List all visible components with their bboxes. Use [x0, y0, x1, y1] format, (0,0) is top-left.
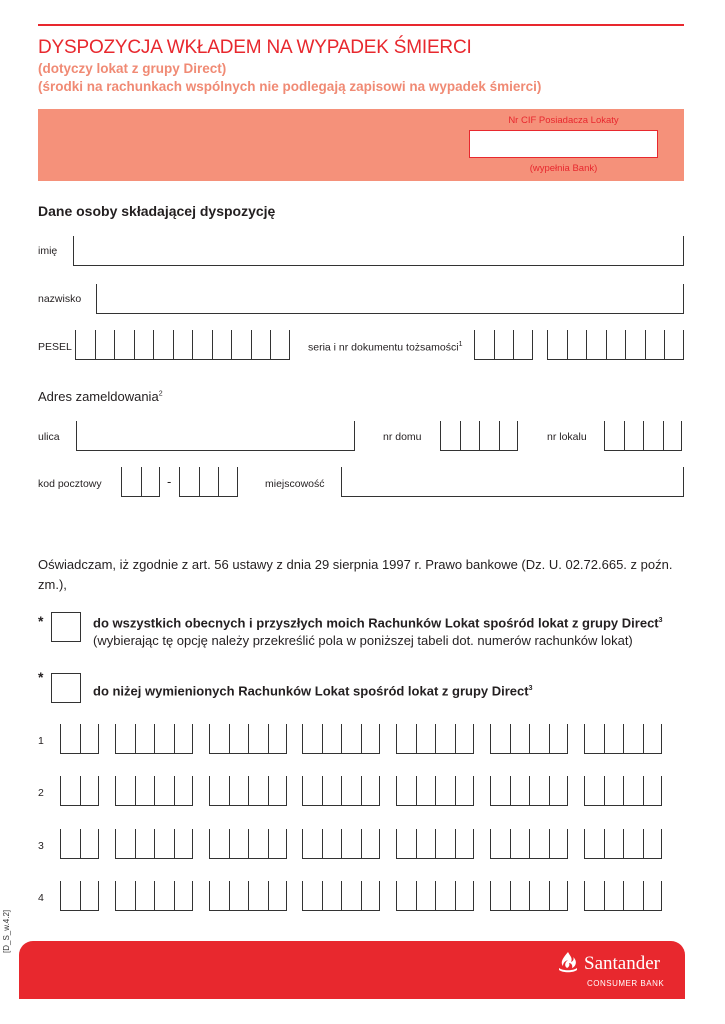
account-number-digit[interactable] — [584, 881, 604, 911]
top-divider — [38, 24, 684, 26]
address-heading-text: Adres zameldowania — [38, 389, 159, 404]
option-all-accounts-label: do wszystkich obecnych i przyszłych moich Rachunków Lokat spośród lokat z grupy Direct — [93, 615, 659, 631]
account-number-digit[interactable] — [229, 881, 249, 911]
cif-label: Nr CIF Posiadacza Lokaty — [508, 115, 619, 126]
account-number-group[interactable] — [302, 881, 380, 911]
account-number-digit[interactable] — [60, 724, 80, 754]
account-number-digit[interactable] — [455, 881, 475, 911]
account-number-digit[interactable] — [135, 881, 155, 911]
id-number-digit[interactable] — [586, 330, 606, 360]
account-number-group[interactable] — [396, 724, 474, 754]
account-number-group[interactable] — [490, 829, 568, 859]
account-number-digit[interactable] — [229, 724, 249, 754]
account-number-digit[interactable] — [341, 829, 361, 859]
pesel-digit[interactable] — [270, 330, 290, 360]
option-listed-accounts-marker: * — [38, 669, 44, 685]
account-number-group[interactable] — [302, 724, 380, 754]
footnote-ref: 3 — [658, 617, 663, 624]
last-name-label: nazwisko — [38, 293, 82, 305]
account-number-digit[interactable] — [416, 829, 436, 859]
flat-number-field[interactable] — [604, 421, 682, 451]
postcode-digit[interactable] — [218, 467, 238, 497]
form-subtitle-joint-accounts: (środki na rachunkach wspólnych nie podlegają zapisowi na wypadek śmierci) — [38, 79, 542, 94]
street-field[interactable] — [76, 421, 355, 451]
account-number-digit[interactable] — [361, 881, 381, 911]
account-number-digit[interactable] — [529, 829, 549, 859]
account-number-digit[interactable] — [209, 829, 229, 859]
footnote-ref: 1 — [458, 341, 463, 348]
account-number-digit[interactable] — [584, 829, 604, 859]
account-number-digit[interactable] — [455, 829, 475, 859]
account-number-digit[interactable] — [549, 829, 569, 859]
id-series-char[interactable] — [494, 330, 514, 360]
postcode-digit[interactable] — [199, 467, 219, 497]
account-number-digit[interactable] — [135, 776, 155, 806]
account-number-digit[interactable] — [416, 724, 436, 754]
option-listed-accounts-text — [93, 679, 532, 701]
account-row-number: 1 — [38, 735, 44, 747]
account-number-digit[interactable] — [268, 724, 288, 754]
account-number-digit[interactable] — [643, 724, 663, 754]
account-number-group[interactable] — [584, 829, 662, 859]
account-number-group[interactable] — [584, 776, 662, 806]
account-number-digit[interactable] — [396, 881, 416, 911]
account-number-digit[interactable] — [529, 724, 549, 754]
postcode-digit[interactable] — [141, 467, 161, 497]
account-number-group[interactable] — [584, 724, 662, 754]
option-all-accounts-text — [93, 611, 663, 633]
street-label: ulica — [38, 431, 60, 443]
id-series-char[interactable] — [513, 330, 533, 360]
account-number-digit[interactable] — [80, 881, 100, 911]
account-number-digit[interactable] — [643, 881, 663, 911]
account-number-group[interactable] — [115, 881, 193, 911]
account-number-digit[interactable] — [529, 776, 549, 806]
id-number-digit[interactable] — [567, 330, 587, 360]
pesel-digit[interactable] — [192, 330, 212, 360]
pesel-field[interactable] — [75, 330, 290, 360]
house-number-char[interactable] — [479, 421, 499, 451]
account-number-digit[interactable] — [416, 776, 436, 806]
account-number-digit[interactable] — [510, 724, 530, 754]
account-number-digit[interactable] — [604, 829, 624, 859]
account-number-digit[interactable] — [60, 829, 80, 859]
brand-logo-text: Santander — [584, 953, 660, 974]
account-number-digit[interactable] — [490, 776, 510, 806]
account-number-digit[interactable] — [490, 881, 510, 911]
cif-note: (wypełnia Bank) — [529, 163, 598, 174]
account-number-group[interactable] — [209, 829, 287, 859]
account-number-digit[interactable] — [604, 776, 624, 806]
id-document-label — [308, 341, 462, 354]
flat-number-char[interactable] — [663, 421, 683, 451]
account-number-group[interactable] — [490, 724, 568, 754]
account-number-digit[interactable] — [549, 776, 569, 806]
account-number-digit[interactable] — [396, 829, 416, 859]
account-number-group[interactable] — [60, 829, 99, 859]
account-number-group[interactable] — [302, 829, 380, 859]
account-number-digit[interactable] — [341, 881, 361, 911]
account-number-digit[interactable] — [60, 776, 80, 806]
pesel-digit[interactable] — [95, 330, 115, 360]
account-number-digit[interactable] — [248, 724, 268, 754]
account-number-digit[interactable] — [135, 829, 155, 859]
account-number-digit[interactable] — [248, 829, 268, 859]
account-number-group[interactable] — [302, 776, 380, 806]
account-number-digit[interactable] — [174, 776, 194, 806]
postcode-dash: - — [167, 474, 172, 489]
account-number-group[interactable] — [115, 724, 193, 754]
account-number-digit[interactable] — [174, 829, 194, 859]
account-number-digit[interactable] — [80, 829, 100, 859]
account-number-digit[interactable] — [115, 881, 135, 911]
account-number-digit[interactable] — [80, 724, 100, 754]
option-all-accounts-marker: * — [38, 613, 44, 629]
account-number-group[interactable] — [209, 881, 287, 911]
account-number-digit[interactable] — [584, 724, 604, 754]
account-number-group[interactable] — [115, 829, 193, 859]
account-number-group[interactable] — [584, 881, 662, 911]
id-document-label-text: seria i nr dokumentu tożsamości — [308, 341, 459, 354]
postcode-digit[interactable] — [121, 467, 141, 497]
account-number-group[interactable] — [60, 776, 99, 806]
account-row-number: 4 — [38, 892, 44, 904]
account-number-digit[interactable] — [322, 776, 342, 806]
account-number-digit[interactable] — [60, 881, 80, 911]
pesel-digit[interactable] — [231, 330, 251, 360]
account-number-digit[interactable] — [584, 776, 604, 806]
account-number-digit[interactable] — [623, 829, 643, 859]
cif-input[interactable] — [469, 130, 658, 158]
account-number-group[interactable] — [209, 724, 287, 754]
account-number-digit[interactable] — [302, 829, 322, 859]
footnote-ref: 2 — [158, 390, 163, 398]
account-number-digit[interactable] — [115, 776, 135, 806]
declaration-text: Oświadczam, iż zgodnie z art. 56 ustawy z dnia 29 sierpnia 1997 r. Prawo bankowe (Dz. U. 02.72.665. z poźn. zm.), — [38, 557, 673, 592]
pesel-digit[interactable] — [251, 330, 271, 360]
house-number-field[interactable] — [440, 421, 518, 451]
city-field[interactable] — [341, 467, 684, 497]
city-label: miejscowość — [265, 478, 325, 490]
option-listed-accounts-label: do niżej wymienionych Rachunków Lokat spośród lokat z grupy Direct — [93, 683, 529, 699]
account-number-group[interactable] — [490, 881, 568, 911]
house-number-char[interactable] — [440, 421, 460, 451]
account-number-digit[interactable] — [455, 776, 475, 806]
pesel-digit[interactable] — [134, 330, 154, 360]
account-number-digit[interactable] — [302, 776, 322, 806]
account-number-digit[interactable] — [322, 829, 342, 859]
account-number-digit[interactable] — [322, 881, 342, 911]
account-number-digit[interactable] — [435, 829, 455, 859]
form-title: DYSPOZYCJA WKŁADEM NA WYPADEK ŚMIERCI — [38, 37, 472, 58]
account-number-digit[interactable] — [248, 881, 268, 911]
account-number-digit[interactable] — [435, 724, 455, 754]
account-number-digit[interactable] — [268, 776, 288, 806]
account-number-digit[interactable] — [209, 776, 229, 806]
id-number-digit[interactable] — [625, 330, 645, 360]
account-number-group[interactable] — [490, 776, 568, 806]
account-number-digit[interactable] — [229, 776, 249, 806]
account-number-digit[interactable] — [549, 724, 569, 754]
flat-number-label: nr lokalu — [547, 431, 587, 443]
postcode-label: kod pocztowy — [38, 478, 102, 490]
account-number-digit[interactable] — [341, 724, 361, 754]
pesel-digit[interactable] — [114, 330, 134, 360]
account-number-digit[interactable] — [268, 829, 288, 859]
flat-number-char[interactable] — [624, 421, 644, 451]
id-document-number-field[interactable] — [547, 330, 684, 360]
account-number-digit[interactable] — [115, 829, 135, 859]
account-number-digit[interactable] — [604, 724, 624, 754]
account-number-digit[interactable] — [341, 776, 361, 806]
postcode-suffix-field[interactable] — [179, 467, 238, 497]
account-number-digit[interactable] — [209, 724, 229, 754]
account-number-digit[interactable] — [490, 724, 510, 754]
postcode-prefix-field[interactable] — [121, 467, 160, 497]
account-number-digit[interactable] — [174, 724, 194, 754]
account-number-digit[interactable] — [623, 881, 643, 911]
pesel-label: PESEL — [38, 341, 72, 353]
account-number-digit[interactable] — [623, 776, 643, 806]
santander-flame-icon — [556, 950, 580, 974]
account-number-digit[interactable] — [643, 829, 663, 859]
account-number-digit[interactable] — [229, 829, 249, 859]
first-name-field[interactable] — [73, 236, 684, 266]
account-number-digit[interactable] — [80, 776, 100, 806]
account-number-group[interactable] — [209, 776, 287, 806]
footnote-ref: 3 — [528, 685, 533, 692]
account-number-group[interactable] — [396, 776, 474, 806]
account-number-group[interactable] — [60, 881, 99, 911]
account-number-digit[interactable] — [302, 881, 322, 911]
account-number-group[interactable] — [115, 776, 193, 806]
brand-subtitle: CONSUMER BANK — [587, 979, 665, 988]
pesel-digit[interactable] — [75, 330, 95, 360]
pesel-digit[interactable] — [212, 330, 232, 360]
flat-number-char[interactable] — [604, 421, 624, 451]
account-number-digit[interactable] — [510, 776, 530, 806]
account-number-digit[interactable] — [174, 881, 194, 911]
account-number-digit[interactable] — [361, 829, 381, 859]
pesel-digit[interactable] — [173, 330, 193, 360]
id-number-digit[interactable] — [664, 330, 684, 360]
account-number-digit[interactable] — [322, 724, 342, 754]
account-number-group[interactable] — [396, 881, 474, 911]
account-number-digit[interactable] — [248, 776, 268, 806]
first-name-label: imię — [38, 245, 58, 257]
account-number-digit[interactable] — [154, 881, 174, 911]
option-all-accounts-checkbox[interactable] — [51, 612, 81, 642]
person-section-heading: Dane osoby składającej dyspozycję — [38, 203, 276, 219]
account-number-digit[interactable] — [135, 724, 155, 754]
id-number-digit[interactable] — [645, 330, 665, 360]
form-subtitle-direct: (dotyczy lokat z grupy Direct) — [38, 61, 227, 76]
account-number-digit[interactable] — [490, 829, 510, 859]
house-number-char[interactable] — [499, 421, 519, 451]
account-number-digit[interactable] — [361, 776, 381, 806]
account-number-digit[interactable] — [209, 881, 229, 911]
account-number-digit[interactable] — [154, 829, 174, 859]
account-number-digit[interactable] — [643, 776, 663, 806]
account-number-digit[interactable] — [435, 776, 455, 806]
account-row-number: 3 — [38, 840, 44, 852]
id-number-digit[interactable] — [547, 330, 567, 360]
form-code: [D_S_w.4.2] — [2, 909, 11, 953]
pesel-digit[interactable] — [153, 330, 173, 360]
option-listed-accounts-checkbox[interactable] — [51, 673, 81, 703]
account-number-digit[interactable] — [510, 881, 530, 911]
account-number-digit[interactable] — [623, 724, 643, 754]
house-number-char[interactable] — [460, 421, 480, 451]
account-number-group[interactable] — [396, 829, 474, 859]
account-number-digit[interactable] — [154, 776, 174, 806]
address-heading — [38, 389, 163, 404]
account-number-digit[interactable] — [455, 724, 475, 754]
postcode-digit[interactable] — [179, 467, 199, 497]
account-number-group[interactable] — [60, 724, 99, 754]
account-number-digit[interactable] — [549, 881, 569, 911]
account-number-digit[interactable] — [154, 724, 174, 754]
last-name-field[interactable] — [96, 284, 684, 314]
option-all-accounts-note: (wybierając tę opcję należy przekreślić pola w poniższej tabeli dot. numerów rachunków lokat) — [93, 633, 633, 648]
account-number-digit[interactable] — [302, 724, 322, 754]
flat-number-char[interactable] — [643, 421, 663, 451]
account-number-digit[interactable] — [268, 881, 288, 911]
account-number-digit[interactable] — [396, 776, 416, 806]
account-row-number: 2 — [38, 787, 44, 799]
account-number-digit[interactable] — [396, 724, 416, 754]
id-number-digit[interactable] — [606, 330, 626, 360]
account-number-digit[interactable] — [361, 724, 381, 754]
account-number-digit[interactable] — [416, 881, 436, 911]
house-number-label: nr domu — [383, 431, 422, 443]
id-series-char[interactable] — [474, 330, 494, 360]
account-number-digit[interactable] — [529, 881, 549, 911]
id-document-series-field[interactable] — [474, 330, 533, 360]
account-number-digit[interactable] — [435, 881, 455, 911]
account-number-digit[interactable] — [604, 881, 624, 911]
account-number-digit[interactable] — [510, 829, 530, 859]
account-number-digit[interactable] — [115, 724, 135, 754]
